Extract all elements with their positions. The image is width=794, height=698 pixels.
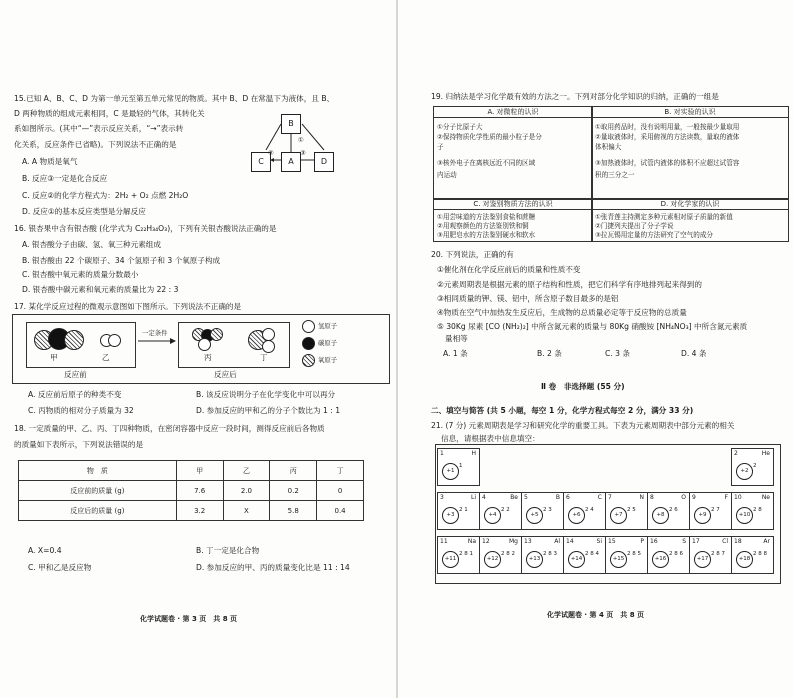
q17-label-yi: 乙 (102, 353, 110, 362)
q19-box-d-line: ③拉瓦锡用定量的方法研究了空气的成分 (595, 231, 714, 239)
nucleus-icon: +17 (694, 551, 711, 568)
element-cell-li (437, 492, 480, 530)
q15-line4: 化关系，反应条件已省略)。下列说法不正确的是 (14, 140, 177, 149)
q20-item: ④物质在空气中加热发生反应后，生成物的总质量必定等于反应物的总质量 (437, 308, 687, 317)
element-cell-si (563, 536, 606, 574)
q17-label-ding: 丁 (260, 353, 268, 362)
section2-heading: 二、填空与简答 (共 5 小题，每空 1 分，化学方程式每空 2 分，满分 33 分) (431, 406, 694, 415)
q19-box-a-line: 内运动 (437, 171, 457, 179)
q18-option-d: D. 参加反应的甲、丙的质量变化比是 11 : 14 (196, 563, 350, 572)
electron-shells: 2 4 (585, 507, 594, 513)
nucleus-icon: +13 (526, 551, 543, 568)
q16-option-b: B. 银杏酸由 22 个碳原子、34 个氢原子和 3 个氧原子构成 (22, 256, 221, 265)
q17-option-b: B. 该反应说明分子在化学变化中可以再分 (196, 390, 336, 399)
element-symbol: S (682, 538, 686, 545)
q17-legend-oxygen-icon (302, 354, 315, 367)
atomic-number: 4 (482, 494, 486, 501)
element-symbol: H (471, 450, 476, 457)
element-cell-al (521, 536, 564, 574)
electron-shells: 2 8 3 (543, 551, 557, 557)
table-cell: 反应后的质量 (g) (19, 501, 177, 521)
element-symbol: O (681, 494, 686, 501)
q17-atom (210, 328, 223, 341)
q17-atom (198, 338, 211, 351)
element-cell-he (731, 448, 774, 486)
atomic-number: 13 (524, 538, 532, 545)
element-symbol: N (639, 494, 644, 501)
q18-line2: 的质量如下表所示，下列说法错误的是 (14, 440, 144, 449)
q19-box-a (433, 106, 593, 200)
q16-line1: 16. 银杏果中含有银杏酸 (化学式为 C₂₂H₃₄O₃)，下列有关银杏酸说法正确的是 (14, 224, 277, 233)
q20-item: 量相等 (445, 334, 468, 343)
q21-line2: 信息，请根据表中信息填空： (441, 434, 540, 443)
element-cell-c (563, 492, 606, 530)
q19-box-c (433, 198, 593, 242)
atomic-number: 1 (440, 450, 444, 457)
element-symbol: Al (554, 538, 560, 545)
element-symbol: Ar (763, 538, 770, 545)
part2-heading: Ⅱ 卷 非选择题 (55 分) (541, 382, 625, 391)
nucleus-icon: +2 (736, 463, 753, 480)
q19-box-b-line: 体积偏大 (595, 143, 622, 151)
q17-atom (262, 340, 275, 353)
q19-box-c-head: C. 对鉴别物质方法的认识 (434, 199, 592, 210)
atomic-number: 2 (734, 450, 738, 457)
q15-option-c: C. 反应②的化学方程式为：2H₂ + O₂ 点燃 2H₂O (22, 191, 189, 200)
nucleus-icon: +7 (610, 507, 627, 524)
table-cell: 3.2 (176, 501, 223, 521)
element-symbol: Na (467, 538, 476, 545)
q17-atom (108, 334, 121, 347)
table-header-cell: 乙 (223, 461, 270, 481)
nucleus-icon: +6 (568, 507, 585, 524)
nucleus-icon: +18 (736, 551, 753, 568)
element-cell-na (437, 536, 480, 574)
table-header-cell: 甲 (176, 461, 223, 481)
atomic-number: 8 (650, 494, 654, 501)
q19-title: 19. 归纳法是学习化学最有效的方法之一。下列对部分化学知识的归纳，正确的一组是 (431, 92, 719, 101)
q20-item: ⑤ 30Kg 尿素 [CO (NH₂)₂] 中所含氮元素的质量与 80Kg 硝酸铵 [NH₄NO₃] 中所含氮元素质 (437, 322, 748, 331)
element-cell-h (437, 448, 480, 486)
element-symbol: Si (596, 538, 602, 545)
page-4 (397, 0, 794, 698)
q19-box-a-line: ①分子比原子大 (437, 123, 483, 131)
nucleus-icon: +16 (652, 551, 669, 568)
table-row (19, 501, 364, 521)
q20-option-b: B. 2 条 (537, 349, 562, 358)
q20-option-a: A. 1 条 (443, 349, 468, 358)
table-cell: 0.2 (270, 481, 317, 501)
q15-node-a: A (281, 152, 301, 172)
electron-shells: 2 8 8 (753, 551, 767, 557)
q17-legend-hydrogen-icon (302, 320, 315, 333)
element-cell-p (605, 536, 648, 574)
atomic-number: 17 (692, 538, 700, 545)
atomic-number: 9 (692, 494, 696, 501)
q15-option-b: B. 反应③一定是化合反应 (22, 174, 108, 183)
q20-item: ②元素周期表是根据元素的原子结构和性质，把它们科学有序地排列起来得到的 (437, 280, 702, 289)
atomic-number: 6 (566, 494, 570, 501)
element-symbol: Mg (509, 538, 518, 545)
q19-box-c-line: ③用肥皂水的方法鉴别硬水和软水 (437, 231, 536, 239)
q19-box-b-line: 积的三分之一 (595, 171, 635, 179)
atomic-number: 7 (608, 494, 612, 501)
element-symbol: Be (510, 494, 518, 501)
q20-option-c: C. 3 条 (605, 349, 630, 358)
q18-table (18, 460, 364, 521)
table-cell: 7.6 (176, 481, 223, 501)
q20-item: ①催化剂在化学反应前后的质量和性质不变 (437, 265, 581, 274)
q17-option-d: D. 参加反应的甲和乙的分子个数比为 1 : 1 (196, 406, 341, 415)
q17-atom (64, 330, 84, 350)
q17-legend-carbon-icon (302, 337, 315, 350)
atomic-number: 3 (440, 494, 444, 501)
q19-box-a-head: A. 对微粒的认识 (434, 107, 592, 118)
element-cell-be (479, 492, 522, 530)
element-symbol: P (640, 538, 644, 545)
q15-node-c: C (251, 152, 271, 172)
electron-shells: 2 1 (459, 507, 468, 513)
q18-line1: 18. 一定质量的甲、乙、丙、丁四种物质，在密闭容器中反应一段时间，测得反应前后各物质 (14, 424, 325, 433)
electron-shells: 2 (753, 463, 757, 469)
q19-box-a-line: ②保持物质化学性质的最小粒子是分 (437, 133, 542, 141)
q19-box-d-head: D. 对化学家的认识 (592, 199, 788, 210)
electron-shells: 2 6 (669, 507, 678, 513)
q19-box-b-line: ①取用药品时，没有说明用量，一般按最少量取用 (595, 123, 740, 131)
nucleus-icon: +15 (610, 551, 627, 568)
q15-line3: 系如图所示。(其中“—”表示反应关系，“→”表示转 (14, 124, 184, 133)
q16-option-c: C. 银杏酸中氧元素的质量分数最小 (22, 270, 139, 279)
q19-box-a-line: ③核外电子在离核远近不同的区域 (437, 159, 536, 167)
nucleus-icon: +5 (526, 507, 543, 524)
electron-shells: 2 8 6 (669, 551, 683, 557)
atomic-number: 12 (482, 538, 490, 545)
q17-label-before: 反应前 (64, 370, 87, 379)
q16-option-a: A. 银杏酸分子由碳、氢、氧三种元素组成 (22, 240, 161, 249)
q17-arrow (136, 337, 178, 345)
table-row (19, 481, 364, 501)
q17-label-condition: 一定条件 (142, 329, 168, 337)
q15-option-d: D. 反应①的基本反应类型是分解反应 (22, 207, 146, 216)
q17-title: 17. 某化学反应过程的微观示意图如下图所示。下列说法不正确的是 (14, 302, 242, 311)
atomic-number: 15 (608, 538, 616, 545)
q20-option-d: D. 4 条 (681, 349, 707, 358)
element-symbol: F (724, 494, 728, 501)
q15-mark-3: ③ (300, 149, 306, 157)
nucleus-icon: +11 (442, 551, 459, 568)
table-cell: X (223, 501, 270, 521)
atomic-number: 18 (734, 538, 742, 545)
q19-box-d-line: ②门捷列夫提出了分子学说 (595, 222, 674, 230)
page-footer: 化学试题卷 · 第 3 页 共 8 页 (140, 615, 238, 623)
q15-node-b: B (281, 114, 301, 134)
q18-option-b: B. 丁一定是化合物 (196, 546, 260, 555)
q21-line1: 21. (7 分) 元素周期表是学习和研究化学的重要工具。下表为元素周期表中部分元素的相关 (431, 421, 735, 430)
q15-line1: 15.已知 A、B、C、D 为第一单元至第五单元常见的物质。其中 B、D 在常温下为液体，且 B、 (14, 94, 335, 103)
element-cell-b (521, 492, 564, 530)
q17-legend-carbon: 碳原子 (318, 339, 338, 347)
element-symbol: C (597, 494, 602, 501)
q19-box-d (591, 198, 789, 242)
electron-shells: 2 8 1 (459, 551, 473, 557)
table-cell: 2.0 (223, 481, 270, 501)
q18-option-c: C. 甲和乙是反应物 (28, 563, 92, 572)
nucleus-icon: +1 (442, 463, 459, 480)
q15-mark-1: ① (298, 136, 304, 144)
element-cell-o (647, 492, 690, 530)
atomic-number: 14 (566, 538, 574, 545)
q15-node-d: D (314, 152, 334, 172)
element-cell-f (689, 492, 732, 530)
q19-box-b (591, 106, 789, 200)
electron-shells: 2 8 5 (627, 551, 641, 557)
table-header-cell: 丁 (317, 461, 364, 481)
element-cell-s (647, 536, 690, 574)
electron-shells: 2 8 (753, 507, 762, 513)
nucleus-icon: +8 (652, 507, 669, 524)
electron-shells: 2 8 2 (501, 551, 515, 557)
atomic-number: 11 (440, 538, 448, 545)
q15-line2: D 两种物质的组成元素相同，C 是最轻的气体，其转化关 (14, 109, 205, 118)
table-cell: 5.8 (270, 501, 317, 521)
q17-option-a: A. 反应前后原子的种类不变 (28, 390, 122, 399)
nucleus-icon: +9 (694, 507, 711, 524)
electron-shells: 2 7 (711, 507, 720, 513)
q19-box-c-line: ②用观察颜色的方法鉴别铁和铜 (437, 222, 529, 230)
electron-shells: 2 5 (627, 507, 636, 513)
table-row (19, 461, 364, 481)
q17-label-jia: 甲 (50, 353, 58, 362)
q17-option-c: C. 丙物质的相对分子质量为 32 (28, 406, 134, 415)
q18-option-a: A. X=0.4 (28, 546, 62, 555)
nucleus-icon: +10 (736, 507, 753, 524)
table-cell: 反应前的质量 (g) (19, 481, 177, 501)
table-cell: 0 (317, 481, 364, 501)
electron-shells: 2 2 (501, 507, 510, 513)
q19-box-c-line: ①用尝味道的方法鉴别食盐和蔗糖 (437, 213, 536, 221)
element-cell-ar (731, 536, 774, 574)
electron-shells: 2 3 (543, 507, 552, 513)
q20-title: 20. 下列说法，正确的有 (431, 250, 514, 259)
element-symbol: Cl (722, 538, 728, 545)
element-symbol: Li (470, 494, 476, 501)
element-cell-cl (689, 536, 732, 574)
element-cell-n (605, 492, 648, 530)
q19-box-b-line: ③加热液体时，试管内液体的体积不应超过试管容 (595, 159, 740, 167)
q17-label-after: 反应后 (214, 370, 237, 379)
nucleus-icon: +3 (442, 507, 459, 524)
table-header-cell: 丙 (270, 461, 317, 481)
element-symbol: B (555, 494, 560, 501)
element-symbol: He (761, 450, 770, 457)
q19-box-b-line: ②量取液体时，采用俯视的方法读数，量取的液体 (595, 133, 740, 141)
element-cell-mg (479, 536, 522, 574)
q15-mark-2: ② (268, 149, 274, 157)
atomic-number: 16 (650, 538, 658, 545)
q20-item: ③相同质量的钾、镁、铝中，所含原子数目最多的是铝 (437, 294, 619, 303)
table-cell: 0.4 (317, 501, 364, 521)
atomic-number: 10 (734, 494, 742, 501)
q19-box-b-head: B. 对实验的认识 (592, 107, 788, 118)
electron-shells: 2 8 7 (711, 551, 725, 557)
element-symbol: Ne (761, 494, 770, 501)
q17-label-bing: 丙 (204, 353, 212, 362)
table-header-cell: 物 质 (19, 461, 177, 481)
q16-option-d: D. 银杏酸中碳元素和氧元素的质量比为 22 : 3 (22, 285, 179, 294)
page-footer: 化学试题卷 · 第 4 页 共 8 页 (547, 611, 645, 619)
atomic-number: 5 (524, 494, 528, 501)
q19-box-a-line: 子 (437, 143, 444, 151)
electron-shells: 1 (459, 463, 463, 469)
q17-legend-oxygen: 氧原子 (318, 356, 338, 364)
q19-box-d-line: ①张青莲主持测定多种元素相对原子质量的新值 (595, 213, 733, 221)
nucleus-icon: +12 (484, 551, 501, 568)
element-cell-ne (731, 492, 774, 530)
nucleus-icon: +14 (568, 551, 585, 568)
q17-legend-hydrogen: 氢原子 (318, 322, 338, 330)
q15-option-a: A. A 物质是氧气 (22, 157, 78, 166)
electron-shells: 2 8 4 (585, 551, 599, 557)
nucleus-icon: +4 (484, 507, 501, 524)
